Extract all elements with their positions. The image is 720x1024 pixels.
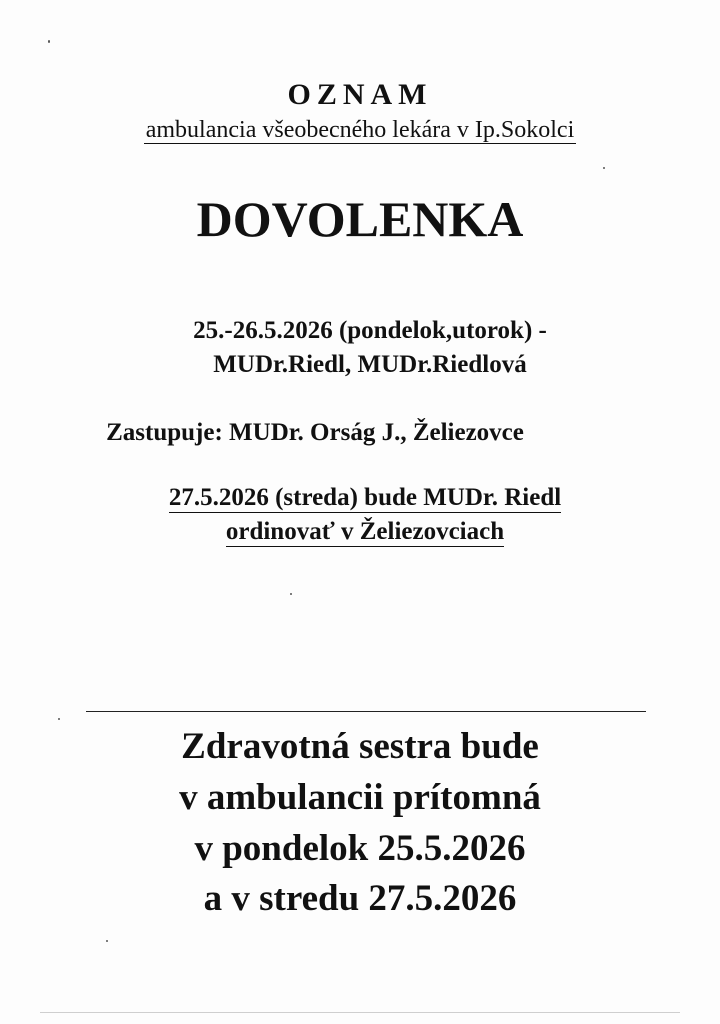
scan-speck [106,940,108,942]
notice-title: OZNAM [287,78,433,111]
scan-speck [48,40,50,43]
special-note-line-1 [5,484,720,513]
scan-edge-line [40,1012,680,1013]
nurse-line-3: v pondelok 25.5.2026 [194,828,526,869]
special-note-text-1: 27.5.2026 (streda) bude MUDr. Riedl [168,484,562,511]
special-note-text-2: ordinovať v Želiezovciach [225,518,505,545]
notice-subtitle [0,117,720,144]
scan-speck [58,718,60,720]
special-note-line-2 [5,518,720,547]
scan-speck [290,593,292,595]
vacation-dates: 25.-26.5.2026 (pondelok,utorok) - [193,317,547,344]
scan-speck [603,167,605,169]
doctors-names: MUDr.Riedl, MUDr.Riedlová [213,351,527,378]
nurse-line-2: v ambulancii prítomná [179,777,541,818]
section-divider [86,711,646,712]
nurse-line-1: Zdravotná sestra bude [181,726,539,767]
subtitle-text: ambulancia všeobecného lekára v Ip.Sokolci [145,117,575,143]
substitute-doctor: Zastupuje: MUDr. Orság J., Želiezovce [106,419,524,446]
notice-headline: DOVOLENKA [196,191,524,247]
nurse-line-4: a v stredu 27.5.2026 [203,878,517,919]
